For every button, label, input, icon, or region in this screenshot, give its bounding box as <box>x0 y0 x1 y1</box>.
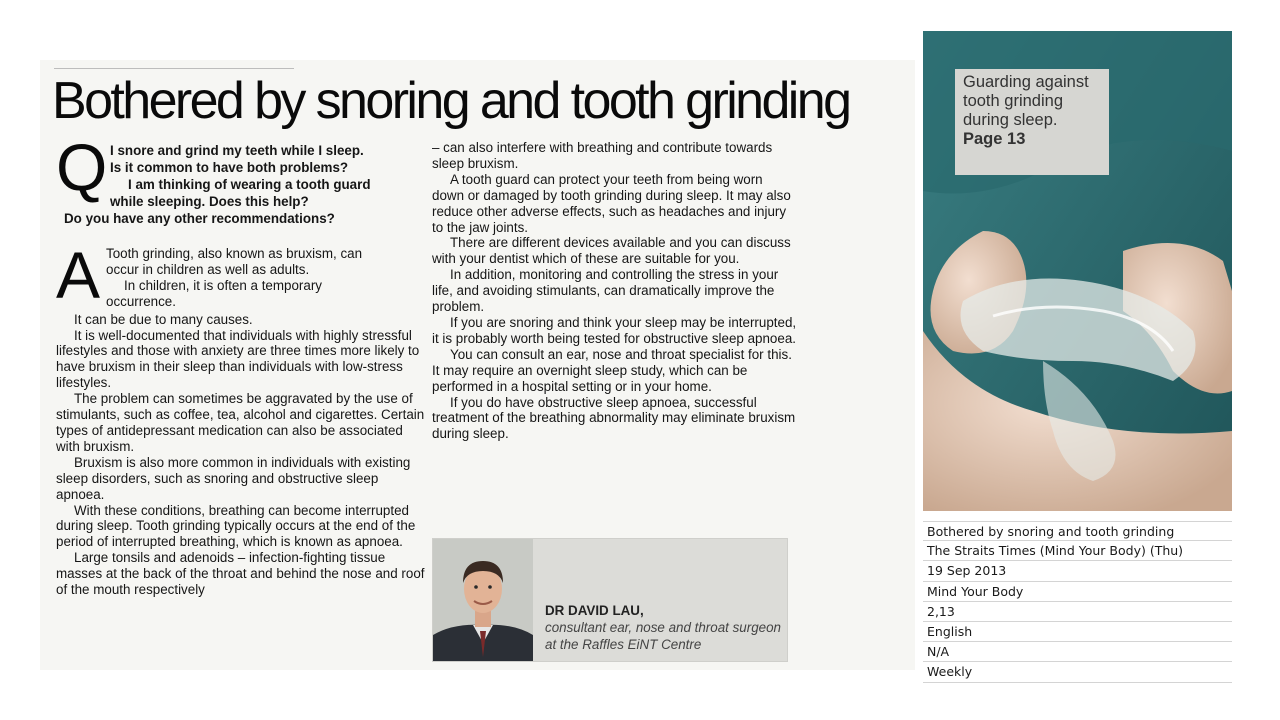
teaser-page: Page 13 <box>963 130 1026 148</box>
tooth-guard-photo <box>923 31 1232 511</box>
question-line: I snore and grind my teeth while I sleep. <box>110 143 364 158</box>
meta-section: Mind Your Body <box>923 582 1232 602</box>
author-photo <box>433 539 533 661</box>
answer-paragraphs <box>56 312 428 598</box>
body-paragraph: In addition, monitoring and controlling the stress in your life, and avoiding stimulants, can dramatically improve the problem. <box>432 267 779 315</box>
article-column-1 <box>56 130 428 598</box>
meta-title: Bothered by snoring and tooth grinding <box>923 521 1232 541</box>
meta-frequency: Weekly <box>923 662 1232 682</box>
answer-dropcap: A <box>56 238 101 312</box>
meta-publication: The Straits Times (Mind Your Body) (Thu) <box>923 541 1232 561</box>
body-continuation: – can also interfere with breathing and contribute towards sleep bruxism. <box>432 140 773 171</box>
question-line: Do you have any other recommendations? <box>64 211 335 226</box>
question-text <box>64 142 430 227</box>
body-paragraph: It can be due to many causes. <box>74 311 253 327</box>
metadata-table <box>923 521 1232 683</box>
article-column-2 <box>432 140 798 442</box>
body-paragraph: A tooth guard can protect your teeth from being worn down or damaged by tooth grinding during sleep. It may also reduce other adverse effects, such as headaches and injury to the jaw joints. <box>432 171 791 235</box>
answer-intro <box>56 246 428 310</box>
newspaper-clipping <box>40 60 915 670</box>
body-paragraph: The problem can sometimes be aggravated by the use of stimulants, such as coffee, tea, alcohol and cigarettes. Certain types of antidepressant medication can also be associated with bruxism. <box>56 391 425 454</box>
question-line: while sleeping. Does this help? <box>110 194 309 209</box>
body-paragraph: You can consult an ear, nose and throat specialist for this. It may require an overnight sleep study, which can be performed in a hospital setting or in your home. <box>432 346 792 394</box>
body-paragraph: If you are snoring and think your sleep may be interrupted, it is probably worth being tested for obstructive sleep apnoea. <box>432 314 797 346</box>
teaser-text: Guarding against tooth grinding during sleep. <box>963 73 1089 129</box>
author-portrait-image <box>433 539 533 661</box>
body-paragraph: Large tonsils and adenoids – infection-fighting tissue masses at the back of the throat and behind the nose and roof of the mouth respectively <box>56 550 425 598</box>
answer-line: occur in children as well as adults. <box>106 261 310 277</box>
meta-language: English <box>923 622 1232 642</box>
author-name: DR DAVID LAU, <box>545 603 644 618</box>
author-role: consultant ear, nose and throat surgeon at the Raffles EiNT Centre <box>545 620 781 652</box>
meta-na: N/A <box>923 642 1232 662</box>
question-line: I am thinking of wearing a tooth guard <box>128 177 371 192</box>
body-paragraph: It is well-documented that individuals with highly stressful lifestyles and those with anxiety are three times more likely to have bruxism in their sleep than individuals with low-stress lifestyles. <box>56 327 420 391</box>
body-paragraph: There are different devices available and you can discuss with your dentist which of these are suitable for you. <box>432 235 791 267</box>
body-paragraph: With these conditions, breathing can become interrupted during sleep. Tooth grinding typically occurs at the end of the period of interrupted breathing, which is known as apnoea. <box>56 502 416 550</box>
answer-line: occurrence. <box>106 293 176 309</box>
question-block <box>56 130 428 236</box>
teaser-box <box>955 69 1109 175</box>
question-dropcap: Q <box>56 130 108 204</box>
article-headline: Bothered by snoring and tooth grinding <box>52 72 850 130</box>
author-box <box>432 538 788 662</box>
meta-pages: 2,13 <box>923 602 1232 622</box>
body-paragraph: Bruxism is also more common in individuals with existing sleep disorders, such as snoring and obstructive sleep apnoea. <box>56 454 411 502</box>
question-line: Is it common to have both problems? <box>110 160 349 175</box>
body-paragraph: If you do have obstructive sleep apnoea, successful treatment of the breathing abnormality may eliminate bruxism during sleep. <box>432 394 796 442</box>
answer-line: In children, it is often a temporary <box>124 277 322 293</box>
answer-line: Tooth grinding, also known as bruxism, can <box>106 246 363 261</box>
meta-date: 19 Sep 2013 <box>923 561 1232 581</box>
answer-block <box>56 238 428 598</box>
top-rule <box>54 68 294 69</box>
